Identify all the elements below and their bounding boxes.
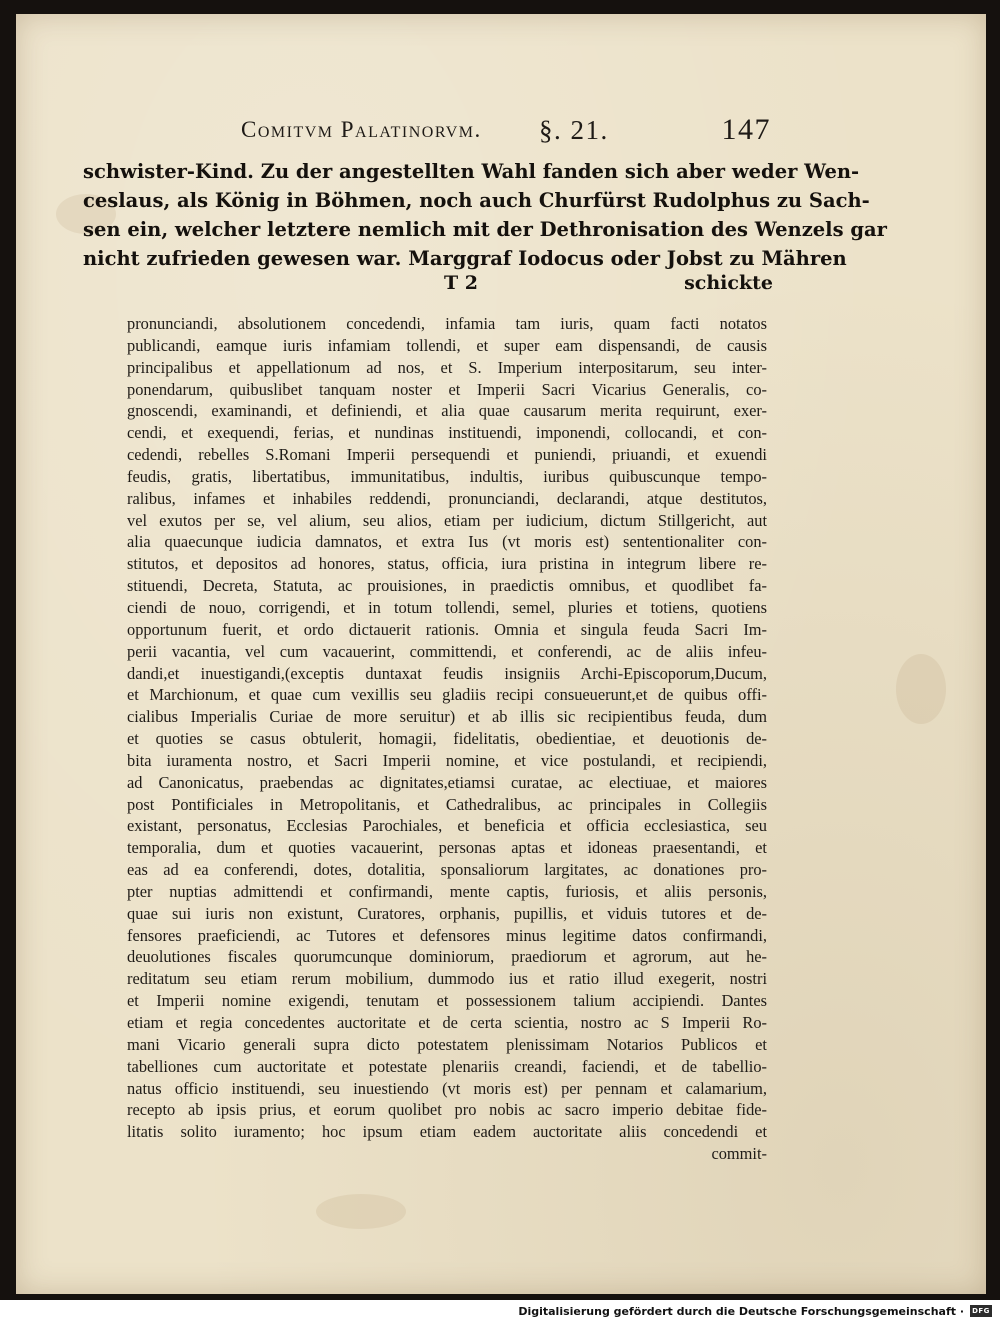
latin-line: pronunciandi, absolutionem concedendi, infamia tam iuris, quam facti notatos <box>127 314 767 333</box>
page-number: 147 <box>721 113 771 146</box>
german-line: nicht zufrieden gewesen war. Marggraf Iodocus oder Jobst zu Mähren <box>83 247 847 270</box>
latin-line: ralibus, infames et inhabiles reddendi, pronunciandi, declarandi, atque destitutos, <box>127 488 767 508</box>
latin-line: fensores praeficiendi, ac Tutores et defensores minus legitime datos confirmandi, <box>127 925 767 945</box>
latin-line: bita iuramenta nostro, et Sacri Imperii nomine, et vice postulandi, et recipiendi, <box>127 750 767 770</box>
german-line: ceslaus, als König in Böhmen, noch auch Churfürst Rudolphus zu Sach- <box>83 189 870 212</box>
running-head-title: Comitvm Palatinorvm. <box>241 117 482 142</box>
latin-line: vel exutos per se, vel alium, seu alios, etiam per iudicium, dictum Stillgericht, aut <box>127 510 767 530</box>
latin-line: etiam et regia concedentes auctoritate et de certa scientia, nostro ac S Imperii Ro- <box>127 1013 767 1032</box>
latin-line: publicandi, eamque iuris infamiam tollendi, et super eam dispensandi, de causis <box>127 335 767 355</box>
latin-line: feudis, gratis, libertatibus, immunitatibus, indultis, iuribus quibuscunque tempo- <box>127 466 767 486</box>
latin-line: et quoties se casus obtulerit, homagii, fidelitatis, obedientiae, et deuotionis de- <box>127 729 767 749</box>
latin-line: et Imperii nomine exigendi, tenutam et possessionem talium accipiendi. Dantes <box>127 991 767 1011</box>
latin-line: deuolutiones fiscales quorumcunque dominiorum, praediorum et agrorum, aut he- <box>127 947 767 967</box>
latin-line: ad Canonicatus, praebendas ac dignitates,etiamsi curatae, ac electiuae, et maiores <box>127 772 767 792</box>
latin-line: stitutos, et depositos ad honores, status, officia, iura pristina in integrum libere re- <box>127 554 767 574</box>
latin-line: perii vacantia, vel cum vacauerint, committendi, et conferendi, ac de aliis infeu- <box>127 641 767 661</box>
latin-line: stituendi, Decreta, Statuta, ac prouisiones, in praedictis omnibus, et quodlibet fa- <box>127 576 767 596</box>
german-paragraph <box>83 157 887 273</box>
paper-stain <box>896 654 946 724</box>
latin-line: dandi,et inuestigandi,(exceptis duntaxat feudis insigniis Archi-Episcoporum,Ducum, <box>127 663 767 683</box>
credit-text: Digitalisierung gefördert durch die Deutsche Forschungsgemeinschaft · <box>518 1305 964 1318</box>
german-line: sen ein, welcher letztere nemlich mit der Dethronisation des Wenzels gar <box>83 218 887 241</box>
latin-line: mani Vicario generali supra dicto potestatem plenissimam Notarios Publicos et <box>127 1034 767 1054</box>
running-head-section: §. 21. <box>539 115 609 145</box>
latin-line: recepto ab ipsis prius, et eorum quolibet pro nobis ac sacro imperio debitae fide- <box>127 1100 767 1120</box>
latin-line: cendi, et exequendi, ferias, et nundinas instituendi, imponendi, collocandi, et con- <box>127 423 767 443</box>
latin-line: existant, personatus, Ecclesias Parochiales, et beneficia et officia ecclesiastica, seu <box>127 816 767 836</box>
latin-line: et Marchionum, et quae cum vexillis seu gladiis recipi consueuerunt,et de quibus offi- <box>127 685 767 705</box>
catchword: schickte <box>684 272 773 294</box>
latin-line: eas ad ea conferendi, dotes, dotalitia, sponsaliorum largitates, ac donationes pro- <box>127 860 767 880</box>
german-line: schwister-Kind. Zu der angestellten Wahl fanden sich aber weder Wen- <box>83 160 860 183</box>
latin-line: litatis solito iuramento; hoc ipsum etiam eadem auctoritate aliis concedendi et <box>127 1122 767 1142</box>
latin-line: quae sui iuris non existunt, Curatores, orphanis, pupillis, et viduis tutores et de- <box>127 903 767 923</box>
paper-stain <box>316 1194 406 1229</box>
latin-catchword: commit- <box>711 1144 767 1164</box>
latin-line: cedendi, rebelles S.Romani Imperii persequendi et puniendi, priuandi, et exuendi <box>127 445 767 465</box>
latin-line: temporalia, dum et quoties vacauerint, personas aptas et idoneas praesentandi, et <box>127 838 767 858</box>
latin-line: gnoscendi, examinandi, et definiendi, et alia quae causarum merita requirunt, exer- <box>127 401 767 421</box>
latin-line: alia quaecunque iudicia damnatos, et extra Ius (vt moris est) sententionaliter con- <box>127 532 767 552</box>
latin-line: ciendi de nouo, corrigendi, et in totum tollendi, semel, pluries et totiens, quotiens <box>127 597 767 617</box>
signature-row <box>83 272 773 300</box>
latin-line: post Pontificiales in Metropolitanis, et Cathedralibus, ac principales in Collegiis <box>127 794 767 814</box>
latin-line: tabelliones cum auctoritate et potestate plenariis creandi, faciendi, et de tabellio- <box>127 1056 767 1076</box>
latin-line: natus officio instituendi, seu inuestiendo (vt moris est) per pennam et calamarium, <box>127 1078 767 1098</box>
dfg-logo-icon: DFG <box>970 1305 992 1317</box>
latin-line: reditatum seu etiam rerum mobilium, dummodo ius et ratio illud exegerit, nostri <box>127 969 767 989</box>
signature-mark: T 2 <box>444 272 478 294</box>
latin-line: cialibus Imperialis Curiae de more seruitur) et ab illis sic recipientibus feuda, dum <box>127 707 767 727</box>
running-head <box>241 113 771 151</box>
latin-line: opportunum fuerit, et ordo dictauerit rationis. Omnia et singula feuda Sacri Im- <box>127 619 767 639</box>
latin-line: ponendarum, quibuslibet tanquam noster et Imperii Sacri Vicarius Generalis, co- <box>127 379 767 399</box>
digitization-credit-bar <box>0 1300 1000 1323</box>
latin-line: principalibus et appellationum ad nos, et S. Imperium interpositarum, seu inter- <box>127 357 767 377</box>
latin-text-block <box>127 313 767 1165</box>
latin-line: pter nuptias admittendi et confirmandi, mente captis, furiosis, et aliis personis, <box>127 881 767 901</box>
